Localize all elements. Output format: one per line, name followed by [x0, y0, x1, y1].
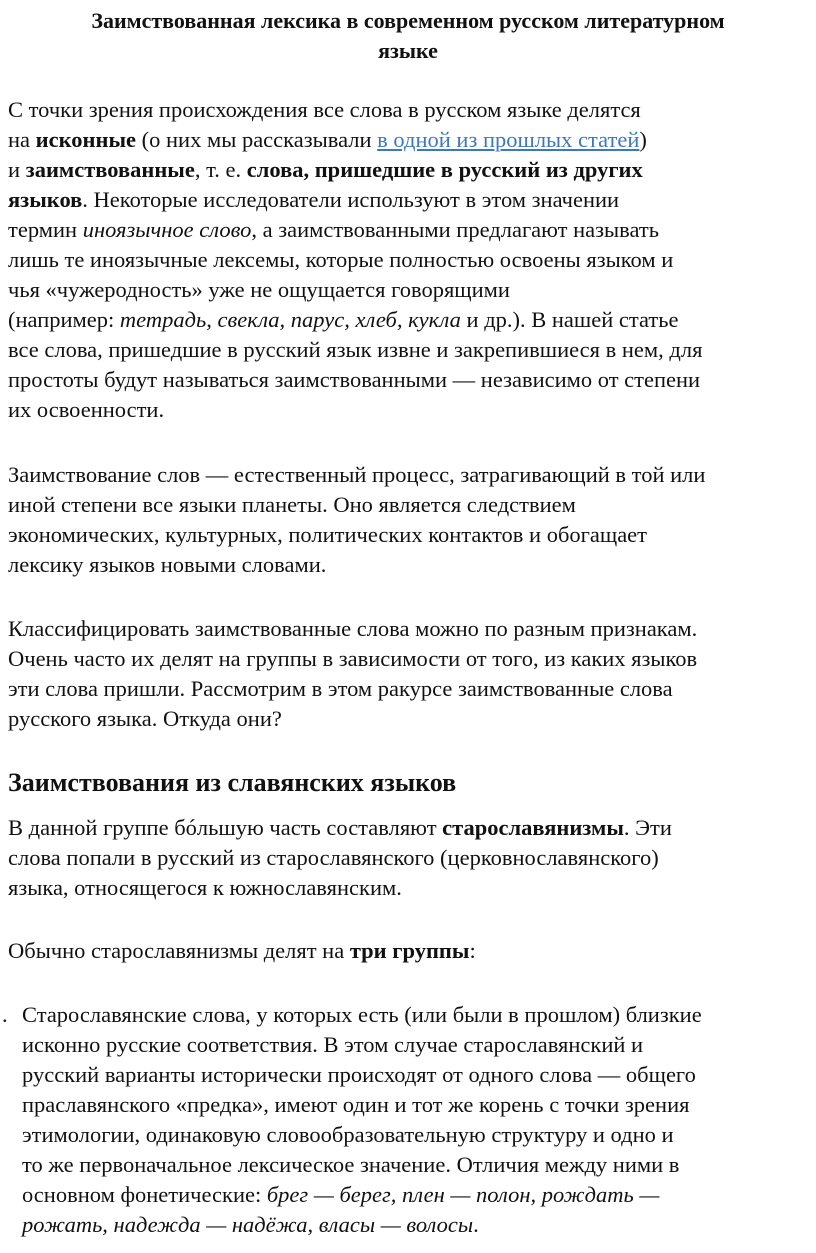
- text-line: языков. Некоторые исследователи используют в этом значении: [8, 187, 620, 212]
- title-line-2: языке: [378, 38, 438, 63]
- text-line: Обычно старославянизмы делят на три группы:: [8, 938, 476, 963]
- intro-paragraph: [8, 95, 816, 425]
- text-line: слова попали в русский из старославянского (церковнославянского): [8, 845, 659, 870]
- text-line: экономических, культурных, политических контактов и обогащает: [8, 522, 647, 547]
- text-line: термин иноязычное слово, а заимствованными предлагают называть: [8, 217, 659, 242]
- slavic-group-paragraph: [8, 813, 816, 903]
- text-line: чья «чужеродность» уже не ощущается говорящими: [8, 277, 510, 302]
- italic-term: иноязычное слово: [82, 217, 252, 242]
- text-line: эти слова пришли. Рассмотрим в этом ракурсе заимствованные слова: [8, 676, 673, 701]
- text-line: основном фонетические: брег — берег, плен — полон, рождать —: [22, 1182, 660, 1207]
- text-line: С точки зрения происхождения все слова в русском языке делятся: [8, 97, 641, 122]
- text-line: то же первоначальное лексическое значение. Отличия между ними в: [22, 1152, 680, 1177]
- article-link[interactable]: в одной из прошлых статей: [377, 127, 640, 152]
- text-line: лексику языков новыми словами.: [8, 552, 327, 577]
- page-title: [0, 6, 816, 66]
- text-line: русский варианты исторически происходят от одного слова — общего: [22, 1062, 696, 1087]
- text-line: Старославянские слова, у которых есть (или были в прошлом) близкие: [22, 1002, 702, 1027]
- bold-term-iskonnye: исконные: [35, 127, 137, 152]
- classification-paragraph: [8, 614, 816, 734]
- bold-definition: слова, пришедшие в русский из других: [246, 157, 643, 182]
- text-line: иной степени все языки планеты. Оно является следствием: [8, 492, 576, 517]
- text-line: лишь те иноязычные лексемы, которые полностью освоены языком и: [8, 247, 674, 272]
- text-line: Очень часто их делят на группы в зависимости от того, из каких языков: [8, 646, 698, 671]
- borrowing-process-paragraph: [8, 460, 816, 580]
- text-line: их освоенности.: [8, 397, 165, 422]
- three-groups-paragraph: [8, 936, 816, 966]
- italic-examples: рожать, надежда — надёжа, власы — волосы: [22, 1212, 474, 1237]
- text-line: на исконные (о них мы рассказывали в одной из прошлых статей): [8, 127, 647, 152]
- text-line: праславянского «предка», имеют один и тот же корень с точки зрения: [22, 1092, 690, 1117]
- text-line: Классифицировать заимствованные слова можно по разным признакам.: [8, 616, 698, 641]
- text-line: и заимствованные, т. е. слова, пришедшие в русский из других: [8, 157, 643, 182]
- text-line: языка, относящегося к южнославянским.: [8, 875, 402, 900]
- list-bullet: .: [2, 1002, 8, 1027]
- bold-definition-end: языков: [8, 187, 83, 212]
- title-line-1: Заимствованная лексика в современном русском литературном: [91, 8, 725, 33]
- text-line: рожать, надежда — надёжа, власы — волосы.: [22, 1212, 479, 1237]
- text-line: (например: тетрадь, свекла, парус, хлеб, кукла и др.). В нашей статье: [8, 307, 679, 332]
- bold-term-zaimstvovannye: заимствованные: [25, 157, 195, 182]
- bold-term-staroslavyanizmy: старославянизмы: [442, 815, 624, 840]
- text-line: этимологии, одинаковую словообразовательную структуру и одно и: [22, 1122, 674, 1147]
- text-line: исконно русские соответствия. В этом случае старославянский и: [22, 1032, 644, 1057]
- text-line: Заимствование слов — естественный процесс, затрагивающий в той или: [8, 462, 706, 487]
- text-line: все слова, пришедшие в русский язык извне и закрепившиеся в нем, для: [8, 337, 703, 362]
- text-line: В данной группе бóльшую часть составляют старославянизмы. Эти: [8, 815, 672, 840]
- text-line: русского языка. Откуда они?: [8, 706, 282, 731]
- bold-three-groups: три группы: [349, 938, 470, 963]
- italic-examples: брег — берег, плен — полон, рождать —: [266, 1182, 660, 1207]
- section-heading: Заимствования из славянских языков: [8, 768, 457, 797]
- italic-examples: тетрадь, свекла, парус, хлеб, кукла: [119, 307, 461, 332]
- text-line: простоты будут называться заимствованными — независимо от степени: [8, 367, 701, 392]
- list-item-text: [22, 1000, 816, 1240]
